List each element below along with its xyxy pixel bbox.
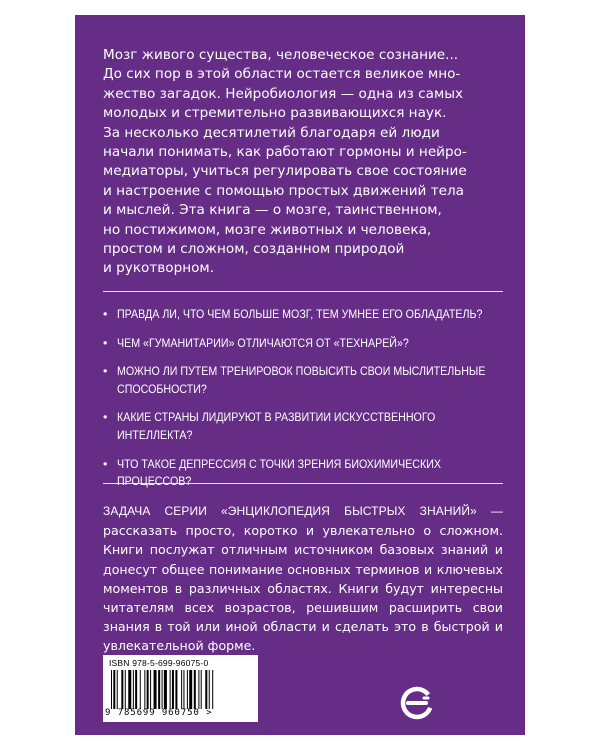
bullet-icon: •	[103, 410, 108, 425]
top-divider	[103, 291, 503, 292]
bullet-icon: •	[103, 307, 108, 321]
bullet-icon: •	[103, 456, 108, 471]
eksmo-logo-icon	[400, 686, 434, 720]
question-item	[103, 409, 503, 444]
question-text: ЧЕМ «ГУМАНИТАРИИ» ОТЛИЧАЮТСЯ ОТ «ТЕХНАРЕЙ»?	[117, 335, 409, 350]
barcode-bars-icon	[109, 670, 252, 709]
series-body: рассказать просто, коротко и увлекательно о сложном. Книги послужат отличным источником базовых знаний и донесут общее понимание основных терминов и ключевых моментов в различных областях. Книги будут интересны читателям всех возрастов, решившим расширить свои знания в той или иной области и сделать это в быстрой и увлекательной форме.	[103, 523, 503, 654]
barcode-box	[103, 655, 258, 722]
question-text: КАКИЕ СТРАНЫ ЛИДИРУЮТ В РАЗВИТИИ ИСКУССТВЕННОГО ИНТЕЛЛЕКТА?	[117, 410, 436, 442]
series-lead: ЗАДАЧА СЕРИИ «ЭНЦИКЛОПЕДИЯ БЫСТРЫХ ЗНАНИЙ» —	[103, 504, 503, 518]
question-item	[103, 306, 503, 324]
question-item	[103, 335, 503, 353]
questions-list	[103, 306, 503, 502]
question-text: ЧТО ТАКОЕ ДЕПРЕССИЯ С ТОЧКИ ЗРЕНИЯ БИОХИМИЧЕСКИХ ПРОЦЕССОВ?	[117, 456, 441, 489]
question-text: ПРАВДА ЛИ, ЧТО ЧЕМ БОЛЬШЕ МОЗГ, ТЕМ УМНЕЕ ЕГО ОБЛАДАТЕЛЬ?	[117, 307, 483, 321]
question-item	[103, 456, 503, 491]
back-cover	[75, 15, 525, 735]
question-text: МОЖНО ЛИ ПУТЕМ ТРЕНИРОВОК ПОВЫСИТЬ СВОИ МЫСЛИТЕЛЬНЫЕ СПОСОБНОСТИ?	[117, 364, 486, 396]
bottom-divider	[103, 483, 503, 484]
bullet-icon: •	[103, 364, 108, 379]
series-description	[103, 501, 503, 656]
barcode-digits: 9 785699 960750 >	[105, 708, 213, 718]
question-item	[103, 363, 503, 398]
bullet-icon: •	[103, 335, 108, 350]
intro-paragraph: Мозг живого существа, человеческое сознание... До сих пор в этой области остается великое мно- жество загадок. Нейробиология — одна из самых молодых и стремительно развивающихся наук. За несколько десятилетий благодаря ей люди начали понимать, как работают гормоны и нейро- медиаторы, учиться регулировать свое состояние и настроение с помощью простых движений тела и мыслей. Эта книга — о мозге, таинственном, но постижимом, мозге животных и человека, простом и сложном, созданном природой и рукотворном.	[103, 47, 467, 277]
isbn-label: ISBN 978-5-699-96075-0	[109, 658, 209, 668]
